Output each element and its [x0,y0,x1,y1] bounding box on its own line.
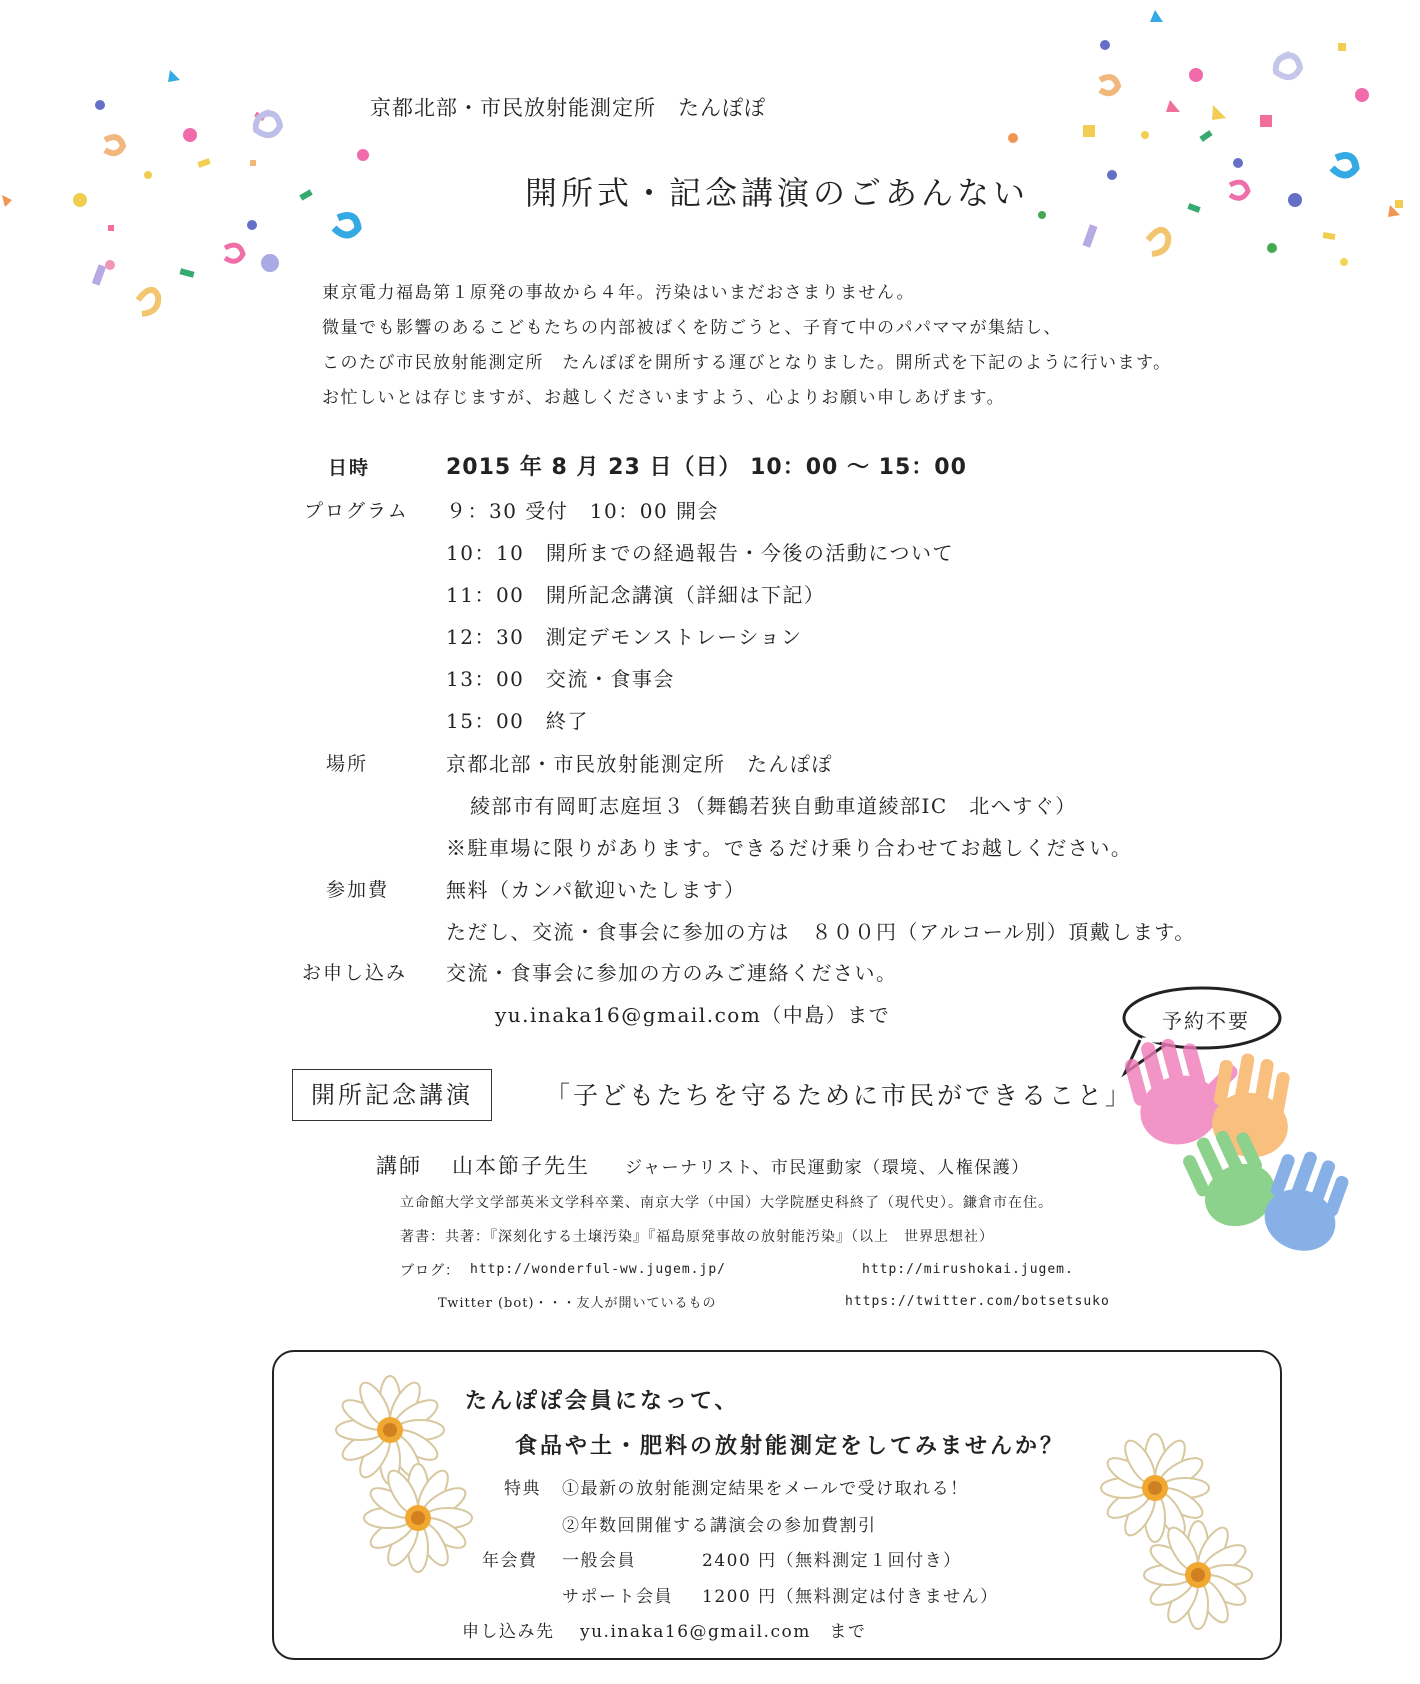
benefit-label: 特典 [504,1479,541,1499]
lecture-title: 「子どもたちを守るために市民ができること」 [545,1081,1134,1110]
program-label: プログラム [304,500,409,522]
membership-heading-2: 食品や土・肥料の放射能測定をしてみませんか？ [515,1434,1066,1459]
intro-line-1: 東京電力福島第１原発の事故から４年。汚染はいまだおさまりません。 [322,283,916,303]
intro-line-2: 微量でも影響のあるこどもたちの内部被ばくを防ごうと、子育て中のパパママが集結し、 [322,318,1062,338]
annual-fee-label: 年会費 [482,1551,538,1571]
twitter-label: Twitter (bot)・・・友人が開いているもの [438,1296,717,1311]
datetime-label: 日時 [328,457,371,479]
lecturer-books: 著書：共著：『深刻化する土壌汚染』『福島原発事故の放射能汚染』（以上 世界思想社） [400,1229,994,1245]
organization-name: 京都北部・市民放射能測定所 たんぽぽ [370,96,766,120]
program-item: 12：30 測定デモンストレーション [446,625,803,649]
program-item: ９：30 受付 10：00 開会 [446,499,720,523]
support-member-label: サポート会員 [562,1587,673,1607]
general-member-fee: 2400 円（無料測定１回付き） [702,1551,962,1571]
benefit-item: ②年数回開催する講演会の参加費割引 [562,1516,877,1536]
program-item: 15：00 終了 [446,709,589,733]
contact-email[interactable]: yu.inaka16@gmail.com まで [580,1622,867,1642]
program-item: 13：00 交流・食事会 [446,667,675,691]
lecture-box-label: 開所記念講演 [292,1069,492,1121]
lecturer-role: ジャーナリスト、市民運動家（環境、人権保護） [625,1158,1030,1178]
membership-heading-1: たんぽぽ会員になって、 [465,1389,740,1414]
contact-label: 申し込み先 [462,1622,555,1642]
fee-line: ただし、交流・食事会に参加の方は ８００円（アルコール別）頂戴します。 [446,920,1196,944]
place-line: ※駐車場に限りがあります。できるだけ乗り合わせてお越しください。 [446,836,1133,860]
bubble-text: 予約不要 [1162,1009,1250,1033]
intro-line-4: お忙しいとは存じますが、お越しくださいますよう、心よりお願い申しあげます。 [322,388,1006,408]
place-line: 京都北部・市民放射能測定所 たんぽぽ [446,752,833,776]
blog-label: ブログ： [400,1263,460,1279]
apply-label: お申し込み [302,962,408,984]
page-title: 開所式・記念講演のごあんない [525,174,1030,212]
blog-url-2[interactable]: http://mirushokai.jugem. [862,1262,1074,1277]
benefit-item: ①最新の放射能測定結果をメールで受け取れる！ [562,1479,969,1499]
apply-email[interactable]: yu.inaka16@gmail.com（中島）まで [495,1003,891,1027]
place-label: 場所 [326,753,369,775]
lecturer-bio: 立命館大学文学部英米文学科卒業、南京大学（中国）大学院歴史科終了（現代史）。鎌倉市在住。 [400,1195,1053,1211]
program-item: 11：00 開所記念講演（詳細は下記） [446,583,826,607]
support-member-fee: 1200 円（無料測定は付きません） [702,1587,999,1607]
program-item: 10：10 開所までの経過報告・今後の活動について [446,541,954,565]
apply-line: 交流・食事会に参加の方のみご連絡ください。 [446,961,898,985]
twitter-url[interactable]: https://twitter.com/botsetsuko [845,1294,1110,1309]
datetime-value: 2015 年 8 月 23 日（日） 10：00 ～ 15：00 [446,455,967,480]
fee-line: 無料（カンパ歓迎いたします） [446,878,746,902]
intro-line-3: このたび市民放射能測定所 たんぽぽを開所する運びとなりました。開所式を下記のように行います。 [322,353,1172,373]
lecturer-name: 山本節子先生 [452,1154,590,1178]
lecturer-label: 講師 [376,1154,422,1178]
blog-url-1[interactable]: http://wonderful-ww.jugem.jp/ [470,1262,726,1277]
general-member-label: 一般会員 [562,1551,636,1571]
fee-label: 参加費 [326,879,390,901]
place-line: 綾部市有岡町志庭垣３（舞鶴若狭自動車道綾部IC 北へすぐ） [470,794,1077,818]
